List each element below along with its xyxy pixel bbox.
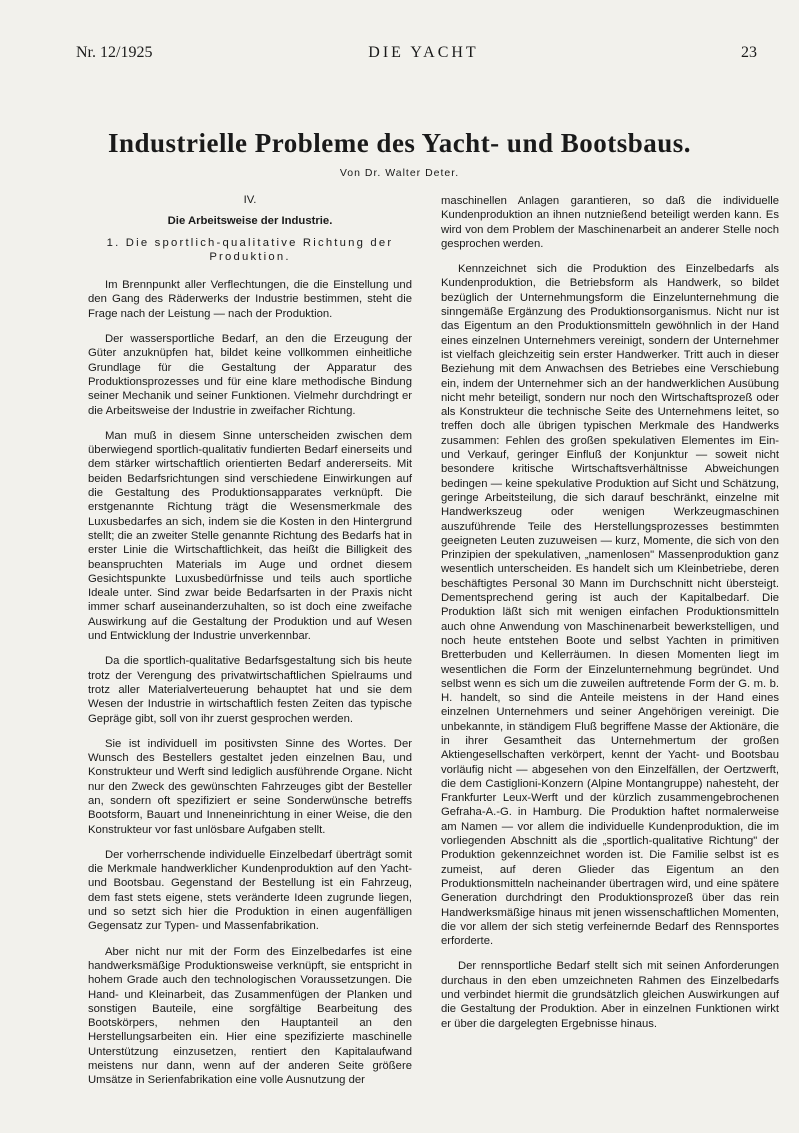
- paragraph: Da die sportlich-qualitative Bedarfsgestaltung sich bis heute trotz der Verengung des privatwirtschaftlichen Spielraums und trotz aller Materialverteuerung behauptet hat und sie dem Wesen der Industrie in wirtschaftlich festen Zeiten das typische Gepräge gibt, soll von ihr zuerst gesprochen werden.: [88, 655, 412, 725]
- left-column: [88, 193, 412, 1099]
- running-header: [76, 44, 771, 68]
- page-number: 23: [741, 44, 757, 61]
- journal-name: DIE YACHT: [368, 44, 479, 61]
- article-byline: Von Dr. Walter Deter.: [339, 167, 460, 179]
- paragraph: Im Brennpunkt aller Verflechtungen, die die Einstellung und den Gang des Räderwerks der Industrie bestimmen, steht die Frage nach der Leistung — nach der Produktion.: [88, 279, 412, 320]
- section-number: IV.: [243, 194, 257, 206]
- right-column: [441, 194, 779, 1042]
- paragraph: Sie ist individuell im positivsten Sinne des Wortes. Der Wunsch des Bestellers gestaltet jeden einzelnen Bau, und Konstrukteur und Werft sind lediglich ausführende Organe. Nicht nur den Zweck des gewünschten Fahrzeuges gibt der Besteller an, sondern oft spezifiziert er seine Sonderwünsche betreffs Bootsform, Bauart und Inneneinrichtung in einer Weise, die den Konstrukteur vor fast unlösbare Aufgaben stellt.: [88, 737, 412, 836]
- article-title: Industrielle Probleme des Yacht- und Bootsbaus.: [107, 128, 692, 158]
- paragraph: Kennzeichnet sich die Produktion des Einzelbedarfs als Kundenproduktion, die Betriebsform als Handwerk, so bildet bezüglich der Unternehmungsform die Einzelunternehmung die sinngemäße Ergänzung des Produktionsorganismus. Nicht nur ist das Eigentum an den Produktionsmitteln gewöhnlich in der Hand eines einzelnen Unternehmers vereinigt, sondern der Unternehmer ist vielfach gleichzeitig sein erster Handwerker. Tritt auch in dieser Beziehung mit dem Anwachsen des Betriebes eine Verschiebung ein, indem der Unternehmer sich an der handwerklichen Ausübung nicht mehr beteiligt, sondern nur noch den Wirtschaftsprozeß oder als Konstrukteur die technische Seite des Unternehmens leitet, so treffen doch alle übrigen typischen Merkmale des Handwerks zusammen: Fehlen des großen spekulativen Elementes im Ein- und Verkauf, geringer Einfluß der Konjunktur — soweit nicht besondere kritische Wirtschaftsverhältnisse Abweichungen bedingen — keine spekulative Produktion auf Sicht und Schätzung, geringe Arbeitsteilung, die sich darauf beschränkt, einzelne mit Handwerkszeug oder wenigen Werkzeugmaschinen auszuführende Teile des Herstellungsprozesses bestimmten geeigneten Leuten zuzuweisen — kurz, Momente, die sich von den Prinzipien der spekulativen, „namenlosen" Massenproduktion ganz wesentlich unterscheiden. Es handelt sich um Kleinbetriebe, deren beschäftigtes Personal 30 Mann im Durchschnitt nicht übersteigt. Dementsprechend gering ist auch der Kapitalbedarf. Die Produktion läßt sich mit wenigen einfachen Produktionsmitteln auch ohne Anwendung von Maschinenarbeit bewerkstelligen, und noch heute entstehen Boote und selbst Yachten in primitiven Bretterbuden und Kellerräumen. In diesen Momenten liegt im wesentlichen die Form der Einzelunternehmung begründet. Und selbst wenn es sich um die zuweilen auftretende Form der G. m. b. H. handelt, so sind die Anteile meistens in der Hand eines einzelnen Unternehmers und seiner Angehörigen vereinigt. Die unbekannte, in ständigem Fluß begriffene Masse der Aktionäre, die in ihrer Gesamtheit das Unternehmertum der großen Aktiengesellschaften verkörpert, kennt der Yacht- und Bootsbau vorläufig nicht — abgesehen von den Einzelfällen, der Oertzwerft, die dem Castiglioni-Konzern (Alpine Montangruppe) nahesteht, der Frankfurter Leux-Werft und der kürzlich zusammengebrochenen Gefraha-A.-G. in Hamburg. Die Produktion haftet normalerweise am Namen — vor allem die individuelle Kundenproduktion, die im vorliegenden Abschnitt als die „sportlich-qualitative Richtung" der Produktion gekennzeichnet worden ist. Die Familie selbst ist es zumeist, auf deren Glieder das Eigentum an den Produktionsmitteln nacheinander übertragen wird, und eine spätere Generation durchdringt den Produktionsprozeß über das rein Handwerksmäßige hinaus mit jenen wissenschaftlichen Momenten, die vor allem der sich stetig verfeinernde Bedarf des Rennsportes erforderte.: [441, 263, 779, 948]
- paragraph: Aber nicht nur mit der Form des Einzelbedarfes ist eine handwerksmäßige Produktionsweise verknüpft, sie entspricht in hohem Grade auch den technologischen Voraussetzungen. Die Hand- und Kleinarbeit, das Zusammenfügen der Planken und sonstigen Bauteile, eine sorgfältige Bearbeitung des Bootskörpers, nehmen den Hauptanteil an den Herstellungsarbeiten ein. Hier eine spezifizierte maschinelle Unterstützung einzusetzen, rentiert den Kapitalaufwand meistens nur dann, wenn auf der anderen Seite größere Umsätze in Serienfabrikation eine volle Ausnutzung der: [88, 945, 412, 1087]
- paragraph: Der vorherrschende individuelle Einzelbedarf überträgt somit die Merkmale handwerklicher Kundenproduktion auf den Yacht- und Bootsbau. Gegenstand der Bestellung ist ein Fahrzeug, dem fast stets eigene, stets veränderte Ideen zugrunde liegen, und so setzt sich hier die Produktion in einen augenfälligen Gegensatz zur Typen- und Massenfabrikation.: [88, 848, 412, 933]
- paragraph: Der rennsportliche Bedarf stellt sich mit seinen Anforderungen durchaus in den eben umzeichneten Rahmen des Einzelbedarfs und verbindet hiermit die grundsätzlich gleichen Auswirkungen auf die Gestaltung der Produktion. Aber in einzelnen Funktionen wirkt er über die dargelegten Ergebnisse hinaus.: [441, 960, 779, 1030]
- paragraph: Man muß in diesem Sinne unterscheiden zwischen dem überwiegend sportlich-qualitativ fundierten Bedarf einerseits und dem stärker wirtschaftlich orientierten Bedarf andererseits. Mit beiden Bedarfsrichtungen sind verschiedene Einwirkungen auf die Gestaltung des Produktionsapparates verknüpft. Die erstgenannte Richtung trägt die Wesensmerkmale des Luxusbedarfes an sich, indem sie die Kosten in den Hintergrund stellt; die an zweiter Stelle genannte Richtung des Bedarfs hat in erster Linie die Wirtschaftlichkeit, das heißt die Billigkeit des beanspruchten Materials im Auge und ordnet diesem Gesichtspunkte Luxusbedürfnisse und teils auch sportliche Ideale unter. Sind zwar beide Bedarfsarten in der Praxis nicht immer scharf auseinanderzuhalten, so ist doch eine zweifache Auswirkung auf die Gestaltung der Produktion und auf Wesen und Entwicklung der Industrie unverkennbar.: [88, 429, 412, 643]
- issue-number: Nr. 12/1925: [76, 44, 153, 61]
- paragraph: Der wassersportliche Bedarf, an den die Erzeugung der Güter anzuknüpfen hat, bildet keine vollkommen einheitliche Grundlage für die Gestaltung der Apparatur des Produktionsprozesses und für eine klare methodische Bindung seiner Mechanik und seiner Funktionen. Vielmehr durchdringt er die Arbeitsweise der Industrie in zweifacher Richtung.: [88, 333, 412, 417]
- paragraph: maschinellen Anlagen garantieren, so daß die individuelle Kundenproduktion an ihnen nutznießend beteiligt werden kann. Es wird von dem Problem der Maschinenarbeit an anderer Stelle noch gesprochen werden.: [441, 195, 779, 250]
- section-title: Die Arbeitsweise der Industrie.: [167, 215, 333, 228]
- subsection-title: 1. Die sportlich-qualitative Richtung der Produktion.: [106, 236, 394, 263]
